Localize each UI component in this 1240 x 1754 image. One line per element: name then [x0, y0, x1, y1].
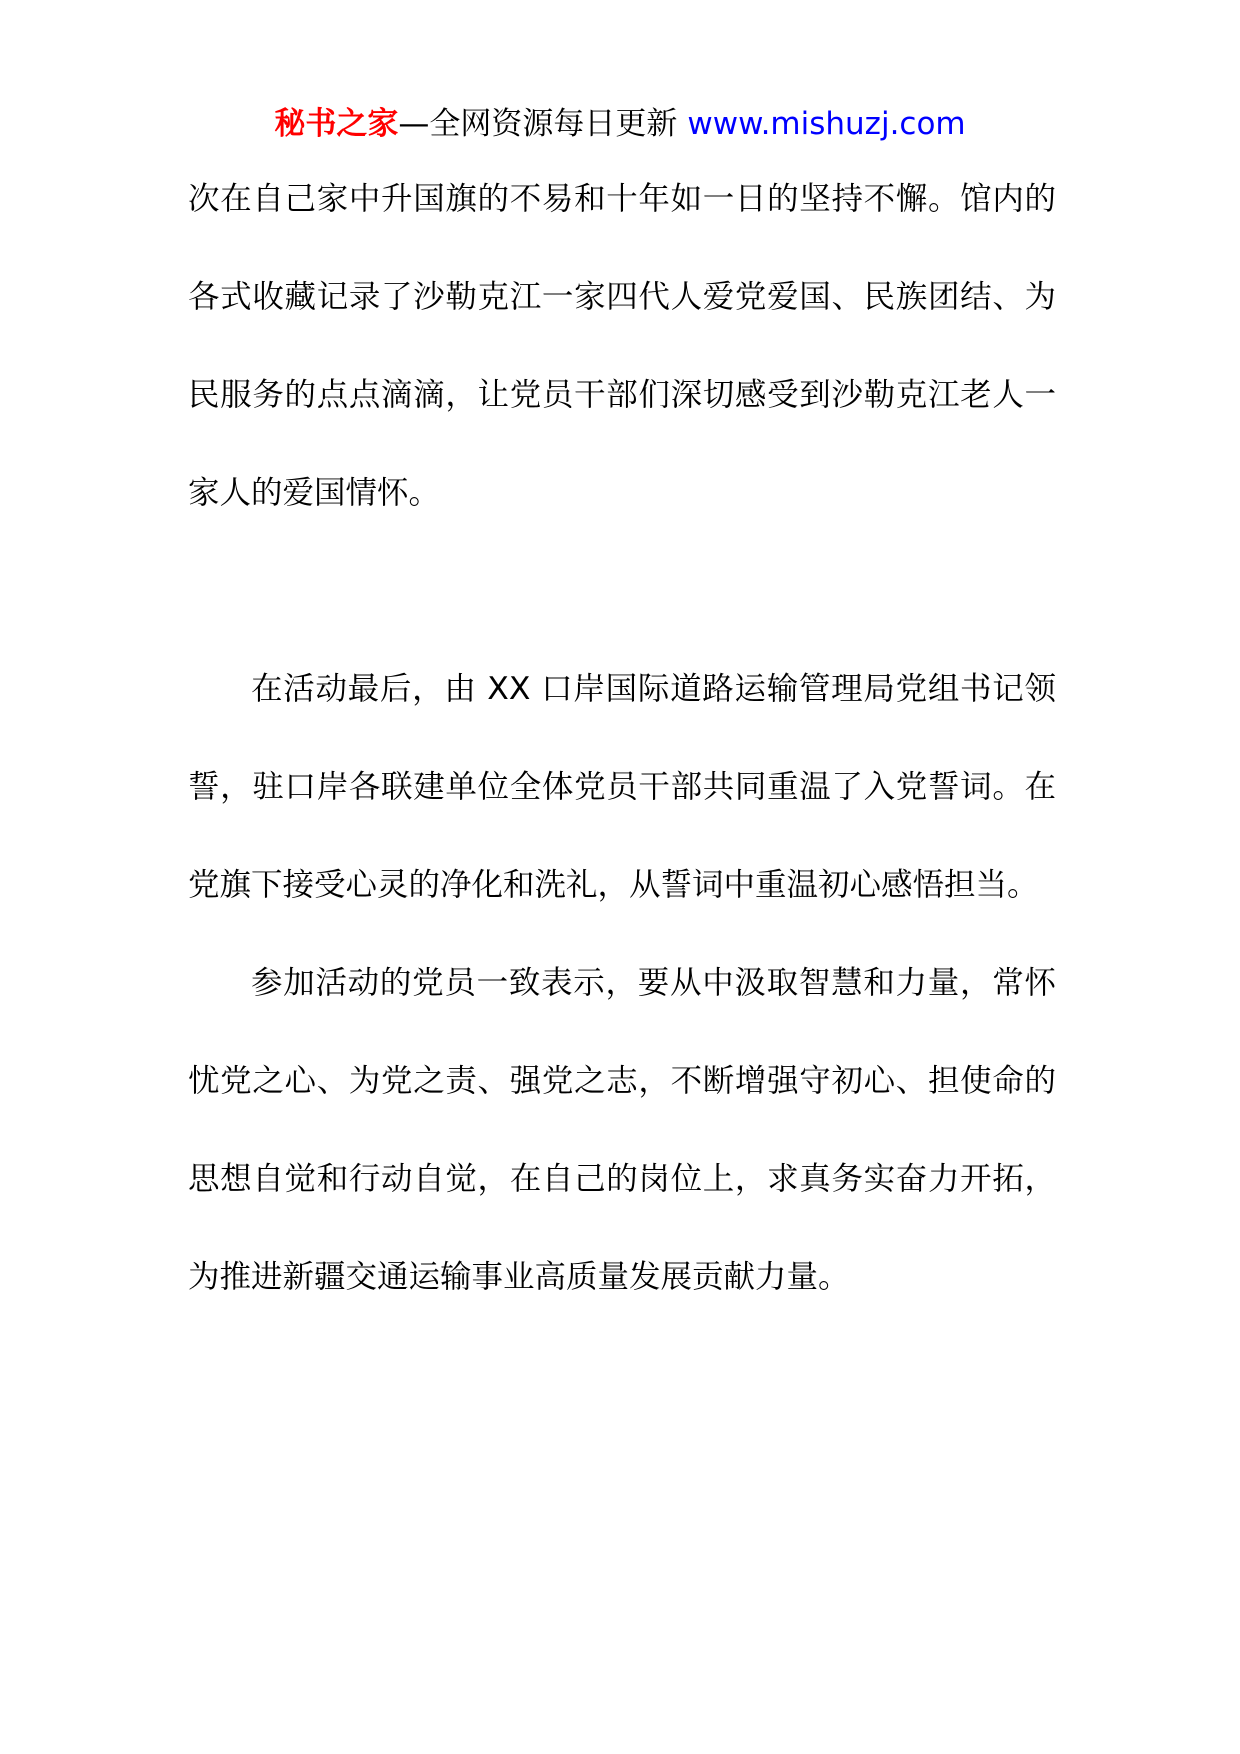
document-body — [188, 150, 1056, 1326]
header-url-link[interactable]: www.mishuzj.com — [687, 106, 966, 142]
page-header — [0, 104, 1240, 144]
header-slogan: —全网资源每日更新 — [398, 106, 678, 142]
paragraph-conclusion: 参加活动的党员一致表示，要从中汲取智慧和力量，常怀忧党之心、为党之责、强党之志，不断增强守初心、担使命的思想自觉和行动自觉，在自己的岗位上，求真务实奋力开拓，为推进新疆交通运输事业高质量发展贡献力量。 — [188, 965, 1056, 1295]
header-brand: 秘书之家 — [274, 106, 399, 142]
paragraph-oath: 在活动最后，由 XX 口岸国际道路运输管理局党组书记领誓，驻口岸各联建单位全体党员干部共同重温了入党誓词。在党旗下接受心灵的净化和洗礼，从誓词中重温初心感悟担当。 — [188, 671, 1056, 903]
paragraph-continuation: 次在自己家中升国旗的不易和十年如一日的坚持不懈。馆内的各式收藏记录了沙勒克江一家四代人爱党爱国、民族团结、为民服务的点点滴滴，让党员干部们深切感受到沙勒克江老人一家人的爱国情怀。 — [188, 181, 1056, 511]
